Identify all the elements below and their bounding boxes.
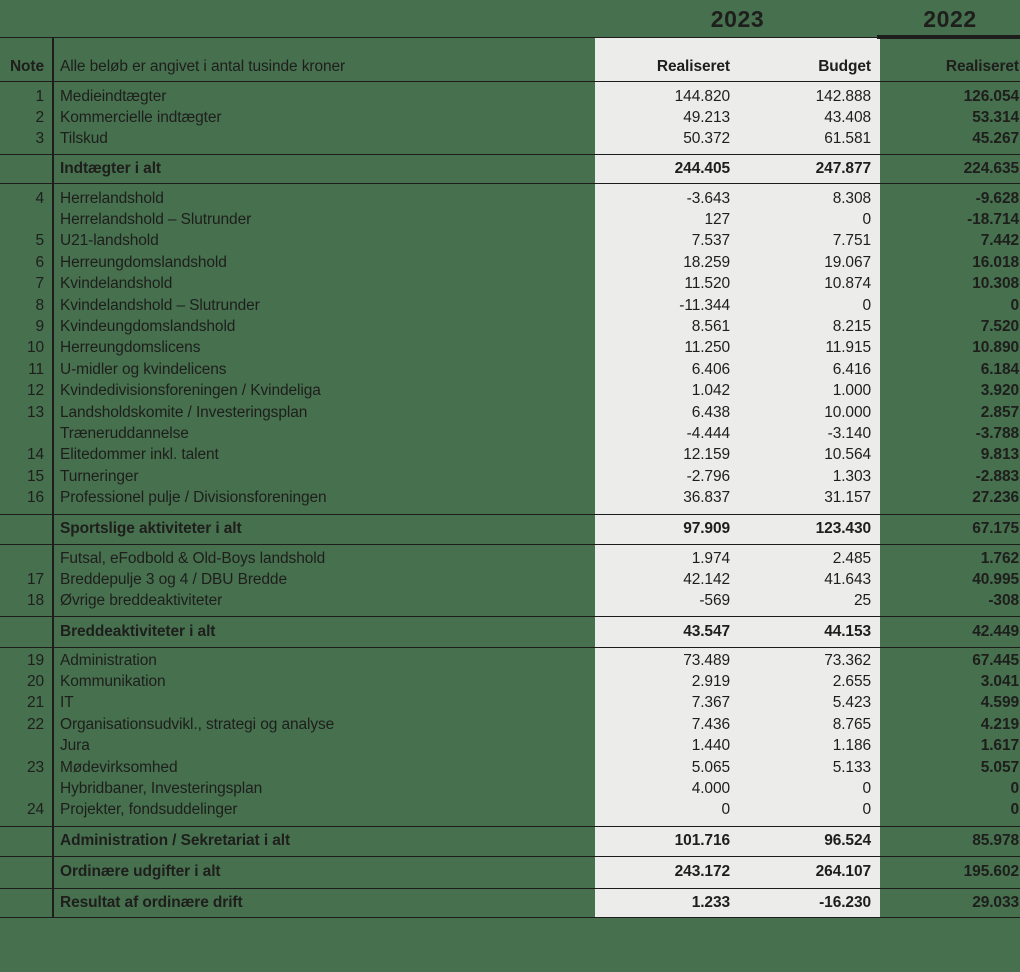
realiseret-2023-cell: 7.537 — [691, 232, 730, 250]
budget-2023-cell: 1.186 — [832, 737, 871, 755]
realiseret-2023-cell: 49.213 — [683, 108, 730, 126]
table-row — [0, 671, 1020, 692]
table-row — [0, 273, 1020, 294]
realiseret-2023-cell: 11.520 — [684, 275, 730, 293]
realiseret-2022-cell: 4.219 — [980, 715, 1019, 733]
table-row — [0, 359, 1020, 380]
table-row — [0, 402, 1020, 423]
table-row — [0, 487, 1020, 508]
note-cell: 12 — [26, 382, 44, 400]
column-header-row — [0, 38, 1020, 81]
budget-2023-cell: 0 — [862, 210, 871, 228]
label-cell: Administration / Sekretariat i alt — [60, 832, 291, 849]
items-block — [0, 647, 1020, 826]
budget-2023-cell: 0 — [862, 779, 871, 797]
realiseret-2023-cell: -2.796 — [686, 467, 730, 485]
note-cell: 16 — [26, 489, 44, 507]
realiseret-2023-cell: 43.547 — [683, 622, 730, 640]
label-cell: U21-landshold — [60, 232, 159, 250]
realiseret-2023-cell: 36.837 — [683, 489, 730, 507]
note-cell: 18 — [26, 592, 44, 610]
realiseret-2022-cell: 126.054 — [963, 87, 1019, 105]
total-row — [0, 160, 1020, 178]
table-row — [0, 380, 1020, 401]
label-cell: Administration — [60, 651, 157, 669]
realiseret-2022-cell: 195.602 — [963, 863, 1019, 880]
description-column-header: Alle beløb er angivet i antal tusinde kroner — [60, 57, 346, 75]
budget-2023-cell: 142.888 — [815, 87, 871, 105]
realiseret-2023-cell: 6.438 — [691, 403, 730, 421]
budget-2023-cell: 1.303 — [832, 467, 871, 485]
realiseret-2022-cell: 29.033 — [972, 893, 1019, 911]
note-cell: 5 — [35, 232, 44, 250]
realiseret-2022-cell: 1.617 — [980, 737, 1019, 755]
note-column-header: Note — [9, 57, 44, 75]
total-row — [0, 623, 1020, 641]
total-row — [0, 832, 1020, 850]
realiseret-2022-cell: 67.445 — [972, 651, 1019, 669]
label-cell: Kvindelandshold – Slutrunder — [60, 296, 260, 314]
note-cell: 17 — [26, 570, 44, 588]
realiseret-2023-cell: -3.643 — [686, 189, 730, 207]
label-cell: Kommercielle indtægter — [60, 108, 222, 126]
note-cell: 24 — [26, 801, 44, 819]
realiseret-2022-cell: 5.057 — [980, 758, 1019, 776]
realiseret-2023-cell: 12.159 — [683, 446, 730, 464]
label-cell: Træneruddannelse — [60, 424, 189, 442]
budget-2023-cell: 8.215 — [832, 317, 871, 335]
table-row — [0, 692, 1020, 713]
budget-2023-cell: 19.067 — [824, 253, 871, 271]
realiseret-2022-cell: 3.920 — [980, 382, 1019, 400]
note-cell: 19 — [26, 651, 44, 669]
label-cell: Herreungdomslicens — [60, 339, 201, 357]
budget-2023-cell: 10.564 — [824, 446, 871, 464]
realiseret-2022-cell: 7.442 — [980, 232, 1019, 250]
realiseret-2023-cell: 11.250 — [684, 339, 730, 357]
realiseret-2022-cell: 0 — [1010, 801, 1019, 819]
note-cell: 15 — [26, 467, 44, 485]
table-row — [0, 252, 1020, 273]
label-cell: Breddeaktiviteter i alt — [60, 622, 216, 640]
realiseret-2023-cell: 1.974 — [691, 549, 730, 567]
realiseret-2022-cell: 6.184 — [980, 360, 1019, 378]
realiseret-2022-cell: 10.890 — [972, 339, 1019, 357]
budget-2023-cell: 31.157 — [824, 489, 871, 507]
label-cell: Professionel pulje / Divisionsforeningen — [60, 489, 327, 507]
table-row — [0, 128, 1020, 149]
total-row — [0, 863, 1020, 881]
realiseret-2022-cell: 3.041 — [980, 672, 1019, 690]
label-cell: Resultat af ordinære drift — [60, 893, 243, 911]
budget-2023-cell: -16.230 — [819, 893, 871, 911]
label-cell: Breddepulje 3 og 4 / DBU Bredde — [60, 570, 287, 588]
label-cell: Sportslige aktiviteter i alt — [60, 520, 242, 537]
table-row — [0, 778, 1020, 799]
total-row — [0, 894, 1020, 912]
realiseret-2023-cell: 144.820 — [674, 87, 730, 105]
realiseret-2023-cell: 8.561 — [691, 317, 730, 335]
budget-2023-cell: 73.362 — [824, 651, 871, 669]
realiseret-2023-cell: 6.406 — [691, 360, 730, 378]
realiseret-2022-cell: -9.628 — [975, 189, 1019, 207]
table-row — [0, 466, 1020, 487]
realiseret-2022-cell: 224.635 — [963, 159, 1019, 177]
realiseret-2023-cell: 1.233 — [691, 893, 730, 911]
table-row — [0, 444, 1020, 465]
realiseret-2022-cell: -2.883 — [975, 467, 1019, 485]
label-cell: Organisationsudvikl., strategi og analyse — [60, 715, 335, 733]
realiseret-2022-cell: 53.314 — [972, 108, 1019, 126]
label-cell: Kommunikation — [60, 672, 166, 690]
label-cell: Ordinære udgifter i alt — [60, 863, 221, 880]
label-cell: Herreungdomslandshold — [60, 253, 227, 271]
table-row — [0, 295, 1020, 316]
realiseret-2023-cell: 50.372 — [683, 130, 730, 148]
realiseret-2023-cell: 244.405 — [674, 159, 730, 177]
label-cell: Futsal, eFodbold & Old-Boys landshold — [60, 549, 326, 567]
budget-2023-cell: 0 — [862, 801, 871, 819]
realiseret-2022-cell: 1.762 — [980, 549, 1019, 567]
table-row — [0, 548, 1020, 569]
realiseret-2023-cell: 0 — [721, 801, 730, 819]
budget-2023-cell: 123.430 — [815, 520, 871, 537]
label-cell: Turneringer — [60, 467, 139, 485]
budget-2023-cell: 43.408 — [824, 108, 871, 126]
budget-2023-cell: 0 — [862, 296, 871, 314]
table-row — [0, 107, 1020, 128]
realiseret-2022-cell: 40.995 — [972, 570, 1019, 588]
budget-2023-cell: 8.765 — [832, 715, 871, 733]
table-row — [0, 757, 1020, 778]
table-row — [0, 714, 1020, 735]
note-cell: 20 — [26, 672, 44, 690]
table-row — [0, 316, 1020, 337]
total-block — [0, 154, 1020, 183]
budget-2023-cell: 264.107 — [815, 863, 871, 880]
realiseret-2022-cell: 0 — [1010, 779, 1019, 797]
table-row — [0, 590, 1020, 611]
budget-2023-cell: 10.874 — [824, 275, 871, 293]
budget-2023-cell: 6.416 — [832, 360, 871, 378]
realiseret-2023-cell: 97.909 — [683, 520, 730, 537]
label-cell: Herrelandshold — [60, 189, 164, 207]
table-body — [0, 81, 1020, 917]
table-row — [0, 209, 1020, 230]
label-cell: Kvindedivisionsforeningen / Kvindeliga — [60, 382, 321, 400]
budget-2023-cell: 247.877 — [815, 159, 871, 177]
budget-2023-cell: 5.423 — [832, 694, 871, 712]
table-row — [0, 735, 1020, 756]
realiseret-2022-cell: -308 — [988, 592, 1019, 610]
items-block — [0, 81, 1020, 154]
realiseret-2022-cell: 27.236 — [972, 489, 1019, 507]
note-cell: 7 — [35, 275, 44, 293]
note-column-divider — [52, 37, 54, 918]
realiseret-2023-cell: 1.042 — [691, 382, 730, 400]
note-cell: 22 — [26, 715, 44, 733]
financial-table — [0, 37, 1020, 918]
note-cell: 4 — [35, 189, 44, 207]
budget-2023-cell: 25 — [853, 592, 871, 610]
note-cell: 23 — [26, 758, 44, 776]
realiseret-2023-cell: 5.065 — [691, 758, 730, 776]
realiseret-2023-cell: 7.367 — [691, 694, 730, 712]
table-row — [0, 337, 1020, 358]
total-block — [0, 888, 1020, 917]
realiseret-2022-cell: 2.857 — [980, 403, 1019, 421]
budget-2023-cell: 7.751 — [832, 232, 871, 250]
rule-top-2022 — [877, 35, 1020, 39]
realiseret-2022-cell: 45.267 — [972, 130, 1019, 148]
note-cell: 13 — [26, 403, 44, 421]
items-block — [0, 183, 1020, 514]
year-header-2022: 2022 — [923, 6, 977, 32]
budget-2023-cell: 96.524 — [824, 832, 871, 849]
label-cell: Mødevirksomhed — [60, 758, 178, 776]
realiseret-2023-cell: 243.172 — [674, 863, 730, 880]
realiseret-2023-column-header: Realiseret — [656, 57, 730, 75]
label-cell: Øvrige breddeaktiviteter — [60, 592, 223, 610]
budget-2023-cell: 10.000 — [824, 403, 871, 421]
realiseret-2023-cell: 101.716 — [674, 832, 730, 849]
realiseret-2022-cell: 42.449 — [972, 622, 1019, 640]
label-cell: Jura — [60, 737, 90, 755]
realiseret-2023-cell: 4.000 — [691, 779, 730, 797]
year-header-2023: 2023 — [710, 6, 765, 32]
total-block — [0, 616, 1020, 647]
label-cell: Elitedommer inkl. talent — [60, 446, 219, 464]
budget-2023-cell: -3.140 — [827, 424, 871, 442]
note-cell: 11 — [28, 360, 44, 378]
budget-2023-column-header: Budget — [818, 57, 871, 75]
total-block — [0, 856, 1020, 888]
label-cell: Kvindeungdomslandshold — [60, 317, 236, 335]
total-row — [0, 520, 1020, 538]
table-row — [0, 423, 1020, 444]
label-cell: Indtægter i alt — [60, 159, 161, 177]
table-row — [0, 650, 1020, 671]
realiseret-2022-cell: -3.788 — [975, 424, 1019, 442]
note-cell: 1 — [35, 87, 44, 105]
label-cell: Herrelandshold – Slutrunder — [60, 210, 252, 228]
note-cell: 3 — [35, 130, 44, 148]
budget-2023-cell: 2.485 — [832, 549, 871, 567]
label-cell: Tilskud — [60, 130, 108, 148]
budget-2023-cell: 1.000 — [832, 382, 871, 400]
budget-2023-cell: 44.153 — [824, 622, 871, 640]
realiseret-2023-cell: -11.344 — [679, 296, 730, 314]
total-block — [0, 826, 1020, 856]
realiseret-2023-cell: 7.436 — [691, 715, 730, 733]
table-row — [0, 799, 1020, 820]
realiseret-2023-cell: -569 — [699, 592, 730, 610]
table-row — [0, 86, 1020, 107]
realiseret-2023-cell: 1.440 — [691, 737, 730, 755]
budget-2023-cell: 11.915 — [825, 339, 871, 357]
realiseret-2023-cell: -4.444 — [686, 424, 730, 442]
realiseret-2022-cell: 16.018 — [972, 253, 1019, 271]
label-cell: IT — [60, 694, 74, 712]
realiseret-2023-cell: 42.142 — [683, 570, 730, 588]
note-cell: 6 — [35, 253, 44, 271]
note-cell: 8 — [35, 296, 44, 314]
table-row — [0, 569, 1020, 590]
budget-2023-cell: 41.643 — [824, 570, 871, 588]
label-cell: Kvindelandshold — [60, 275, 173, 293]
realiseret-2023-cell: 127 — [704, 210, 730, 228]
realiseret-2023-cell: 2.919 — [691, 672, 730, 690]
table-row — [0, 188, 1020, 209]
realiseret-2022-cell: 85.978 — [972, 832, 1019, 849]
realiseret-2022-cell: 4.599 — [980, 694, 1019, 712]
realiseret-2023-cell: 18.259 — [683, 253, 730, 271]
realiseret-2022-cell: 10.308 — [972, 275, 1019, 293]
realiseret-2023-cell: 73.489 — [683, 651, 730, 669]
label-cell: Medieindtægter — [60, 87, 167, 105]
note-cell: 14 — [26, 446, 44, 464]
note-cell: 9 — [35, 317, 44, 335]
realiseret-2022-column-header: Realiseret — [945, 57, 1019, 75]
budget-2023-cell: 8.308 — [832, 189, 871, 207]
label-cell: Hybridbaner, Investeringsplan — [60, 779, 263, 797]
note-cell: 2 — [35, 108, 44, 126]
budget-2023-cell: 5.133 — [832, 758, 871, 776]
budget-2023-cell: 61.581 — [824, 130, 871, 148]
label-cell: Landsholdskomite / Investeringsplan — [60, 403, 308, 421]
realiseret-2022-cell: 0 — [1010, 296, 1019, 314]
label-cell: Projekter, fondsuddelinger — [60, 801, 238, 819]
label-cell: U-midler og kvindelicens — [60, 360, 227, 378]
items-block — [0, 544, 1020, 616]
realiseret-2022-cell: 67.175 — [972, 520, 1019, 537]
table-row — [0, 230, 1020, 251]
realiseret-2022-cell: 9.813 — [980, 446, 1019, 464]
total-block — [0, 514, 1020, 544]
note-cell: 21 — [26, 694, 44, 712]
budget-2023-cell: 2.655 — [832, 672, 871, 690]
realiseret-2022-cell: 7.520 — [980, 317, 1019, 335]
realiseret-2022-cell: -18.714 — [967, 210, 1019, 228]
note-cell: 10 — [26, 339, 44, 357]
